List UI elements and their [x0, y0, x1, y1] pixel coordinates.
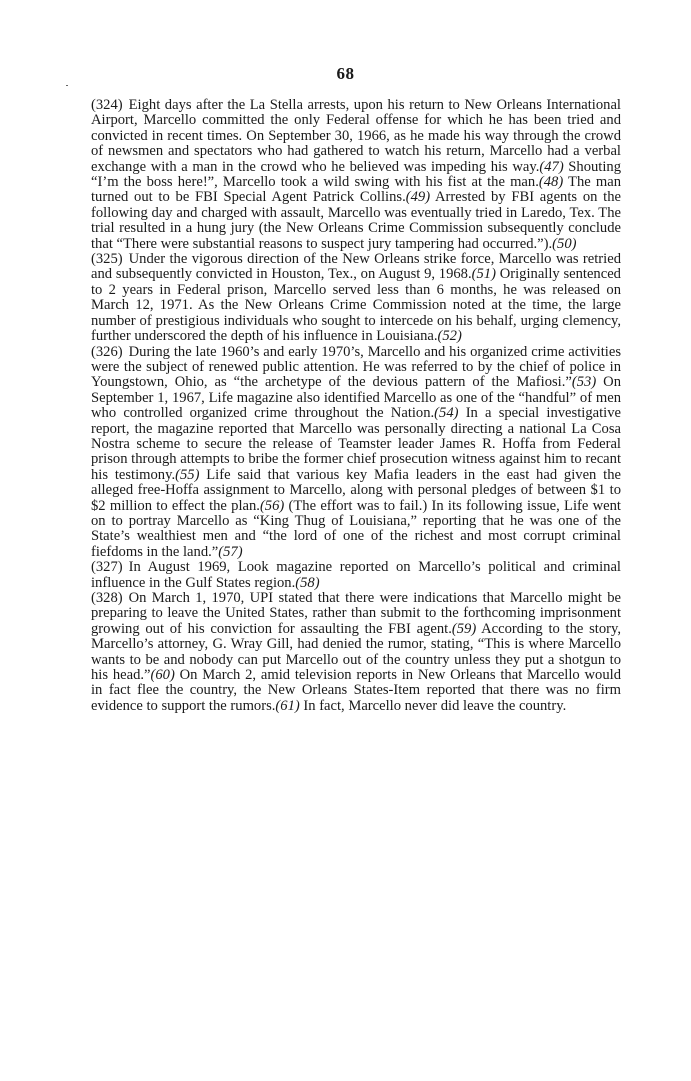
paragraph-text: (The effort was to fail.) In its following issue, Life went on to portray Marcello as “King Thug of Louisiana,” reporting that he was one of the State’s wealthiest men and “the lord of one of the richest and most corrupt criminal fiefdoms in the land.”: [91, 497, 621, 560]
paragraph: [91, 98, 621, 252]
footnote-reference: (51): [471, 266, 496, 283]
paragraph-text: On March 2, amid television reports in New Orleans that Marcello would in fact flee the country, the New Orleans States-Item reported that there was no firm evidence to support the rumors.: [91, 667, 621, 714]
paragraph-text: On September 1, 1967, Life magazine also identified Marcello as one of the “handful” of men who controlled organized crime throughout the Nation.: [91, 374, 621, 422]
footnote-reference: (56): [259, 497, 285, 514]
paragraph-text: In fact, Marcello never did leave the country.: [299, 697, 567, 714]
paragraph-text: Originally sentenced to 2 years in Federal prison, Marcello served less than 6 months, he was released on March 12, 1971. As the New Orleans Crime Commission noted at the time, the large number of prestigious individuals who sought to intercede on his behalf, urging clemency, further underscored the depth of his influence in Louisiana.: [91, 266, 621, 345]
paragraph-text: Life said that various key Mafia leaders in the east had given the alleged free-Hoffa assignment to Marcello, along with personal pledges of between $1 to $2 million to effect the plan.: [91, 466, 621, 514]
paragraph: [91, 345, 621, 561]
footnote-reference: (55): [175, 466, 200, 483]
paragraph-text: According to the story, Marcello’s attorney, G. Wray Gill, had denied the rumor, stating, “This is where Marcello wants to be and nobody can put Marcello out of the country unless they put a shotgun to his head.”: [91, 620, 622, 684]
paragraph-text: Arrested by FBI agents on the following day and charged with assault, Marcello was eventually tried in Laredo, Tex. The trial resulted in a hung jury (the New Orleans Crime Commission subsequently conclude that “There were substantial reasons to suspect jury tampering had occurred.”).: [91, 189, 621, 252]
footnote-reference: (50): [552, 235, 577, 252]
paragraph-text: During the late 1960’s and early 1970’s, Marcello and his organized crime activities were the subject of renewed public attention. He was referred to by the chief of police in Youngstown, Ohio, as “the archetype of the devious pattern of the Mafiosi.”: [91, 343, 621, 391]
paragraph-number: (326): [91, 343, 123, 360]
paragraph-text: The man turned out to be FBI Special Agent Patrick Collins.: [91, 174, 621, 206]
footnote-reference: (61): [275, 697, 300, 714]
paragraph-number: (327): [91, 559, 123, 576]
footnote-reference: (49): [405, 189, 431, 206]
paragraph: [91, 252, 621, 344]
paragraph-text: In August 1969, Look magazine reported on Marcello’s political and criminal influence in the Gulf States region.: [91, 559, 621, 591]
paragraph: [91, 591, 621, 714]
paragraph-text: In a special investigative report, the magazine reported that Marcello was personally directing a national La Cosa Nostra scheme to secure the release of Teamster leader James R. Hoffa from Federal prison through attempts to bribe the former chief prosecution witness against him to recant his testimony.: [91, 405, 621, 483]
paragraph-number: (324): [91, 97, 123, 113]
footnote-reference: (52): [437, 328, 462, 345]
footnote-reference: (47): [539, 158, 564, 175]
paragraph-text: Under the vigorous direction of the New Orleans strike force, Marcello was retried and subsequently convicted in Houston, Tex., on August 9, 1968.: [91, 251, 621, 283]
page-number: 68: [336, 64, 355, 83]
footnote-reference: (57): [218, 543, 243, 560]
paragraph-text: Eight days after the La Stella arrests, upon his return to New Orleans International Airport, Marcello committed the only Federal offense for which he has been tried and convicted in recent times. On September 30, 1966, as he made his way through the crowd of newsmen and spectators who had gathered to watch his return, Marcello had a verbal exchange with a man in the crowd who he believed was impeding his way.: [91, 97, 621, 175]
paragraph: [91, 560, 621, 591]
paragraph-text: On March 1, 1970, UPI stated that there were indications that Marcello might be preparing to leave the United States, rather than submit to the forthcoming imprisonment growing out of his conviction for assaulting the FBI agent.: [91, 590, 621, 637]
footnote-reference: (48): [538, 174, 564, 191]
footnote-reference: (58): [295, 574, 320, 591]
scan-mark: [66, 85, 68, 86]
footnote-reference: (60): [150, 667, 175, 684]
footnote-reference: (59): [451, 620, 477, 637]
footnote-reference: (54): [434, 405, 459, 422]
paragraph-number: (325): [91, 251, 123, 268]
body-text: [91, 98, 621, 714]
paragraph-text: Shouting “I’m the boss here!”, Marcello took a wild swing with his fist at the man.: [91, 158, 622, 191]
paragraph-number: (328): [91, 590, 123, 606]
footnote-reference: (53): [571, 374, 597, 391]
